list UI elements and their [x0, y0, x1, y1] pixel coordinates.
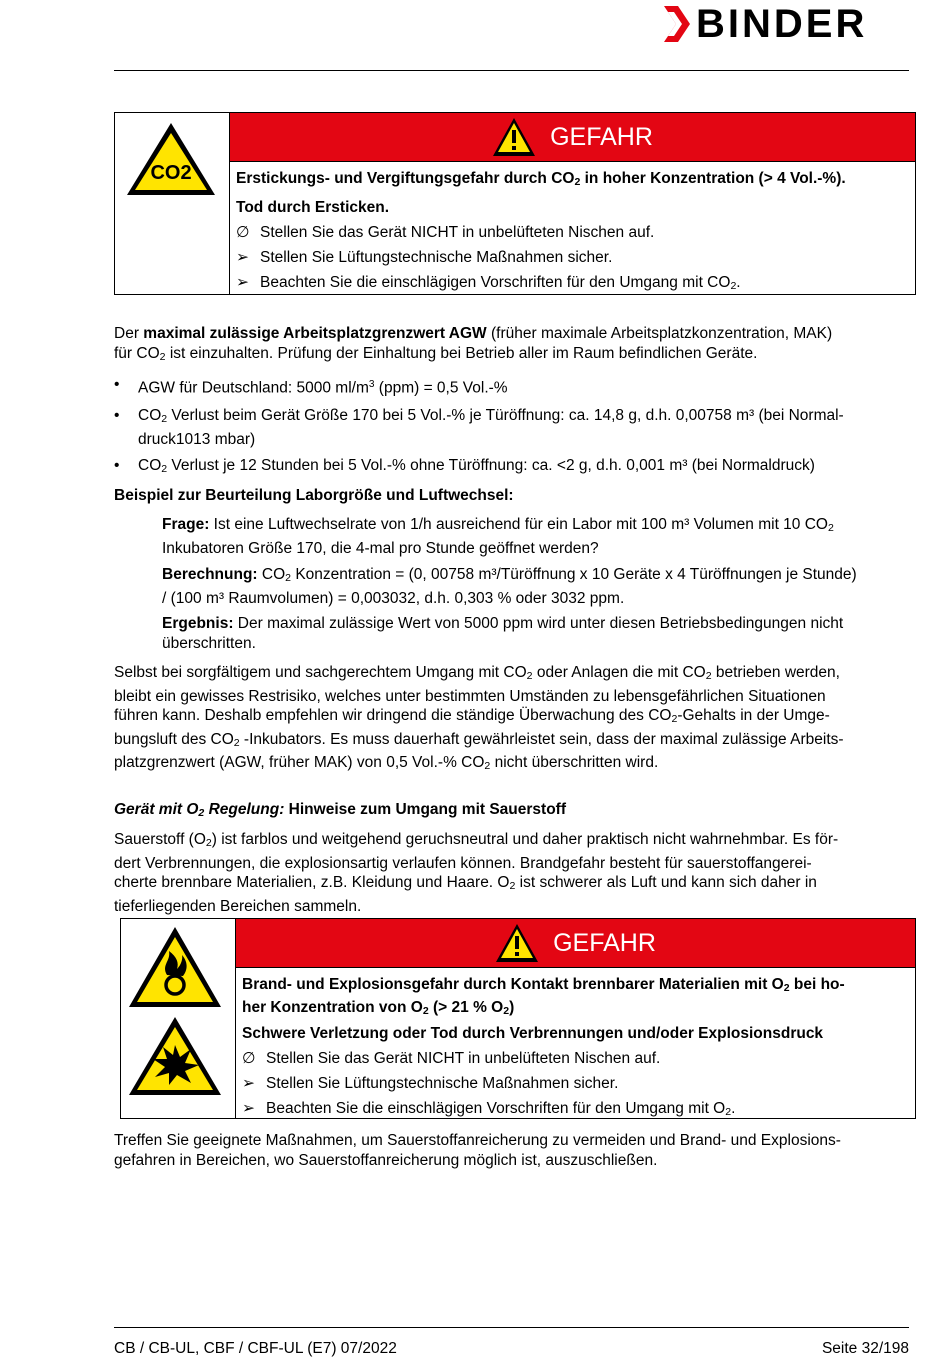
binder-logo-icon — [664, 6, 690, 42]
prohibited-icon: ∅ — [236, 224, 250, 242]
brand-name: BINDER — [696, 2, 868, 46]
example-question: Frage: Ist eine Luftwechselrate von 1/h ausreichend für ein Labor mit 100 m³ Volumen mit 10 $CO_2$ Inkubatoren Größe 170, die 4-mal pro Stunde geöffnet werden? — [162, 516, 834, 557]
measures-paragraph: Treffen Sie geeignete Maßnahmen, um Sauerstoffanreicherung zu vermeiden und Brand- und Explosions- gefahren in Bereichen, wo Sauerstoffanreicherung möglich ist, auszuschließen. — [114, 1132, 841, 1169]
arrow-icon: ➢ — [236, 274, 249, 292]
warning-box-co2 — [114, 112, 916, 295]
co2-warning-sign-icon — [123, 119, 219, 199]
o2-section-heading: Gerät mit $O_2$ Regelung: Hinweise zum Umgang mit Sauerstoff — [114, 801, 567, 820]
measure-item: ➢ Beachten Sie die einschlägigen Vorschriften für den Umgang mit $CO_2$. — [236, 270, 909, 299]
warning-body — [230, 161, 915, 294]
explosion-warning-sign-icon — [127, 1015, 223, 1097]
footer-document-id: CB / CB-UL, CBF / CBF-UL (E7) 07/2022 — [114, 1340, 397, 1357]
hazard-line-3: Schwere Verletzung oder Tod durch Verbrennungen und/oder Explosionsdruck — [242, 1025, 824, 1043]
hazard-line-1: Erstickungs- und Vergiftungsgefahr durch $CO_2$ in hoher Konzentration (> 4 Vol.-%). — [236, 170, 846, 189]
residual-risk-paragraph: Selbst bei sorgfältigem und sachgerechtem Umgang mit $CO_2$ oder Anlagen die mit $CO_2$ betrieben werden, bleibt ein gewisses Restrisiko, welches unter bestimmten Umständen zu lebensgefährlichen Situationen führen kann. Deshalb empfehlen wir dringend die ständige Überwachung des $CO_2$-Gehalts in der Umge- bungsluft des $CO_2$ -Inkubators. Es muss dauerhaft gewährleistet sein, dass der maximal zulässige Arbeits- platzgrenzwert (AGW, früher MAK) von 0,5 Vol.-% $CO_2$ nicht überschritten wird. — [114, 664, 844, 773]
warning-triangle-icon — [495, 923, 539, 963]
danger-header — [236, 919, 915, 967]
arrow-icon: ➢ — [236, 249, 249, 267]
measure-item: ➢ Stellen Sie Lüftungstechnische Maßnahmen sicher. — [236, 245, 909, 270]
prohibited-icon: ∅ — [242, 1050, 256, 1068]
danger-title: GEFAHR — [550, 122, 653, 151]
oxidizing-warning-sign-icon — [127, 925, 223, 1009]
warning-box-o2 — [120, 918, 916, 1119]
bullet-item: • $CO_2$ Verlust je 12 Stunden bei 5 Vol.-% ohne Türöffnung: ca. <2 g, d.h. 0,001 m³ (bei Normaldruck) — [114, 457, 815, 476]
hazard-line-2: Tod durch Ersticken. — [236, 199, 390, 217]
example-result: Ergebnis: Der maximal zulässige Wert von 5000 ppm wird unter diesen Betriebsbedingungen nicht überschritten. — [162, 615, 844, 652]
danger-title: GEFAHR — [553, 928, 656, 957]
bullet-item: • $CO_2$ Verlust beim Gerät Größe 170 bei 5 Vol.-% je Türöffnung: ca. 14,8 g, d.h. 0,00758 m³ (bei Normal- druck1013 mbar) — [114, 407, 844, 448]
warning-body — [236, 967, 915, 1118]
example-heading: Beispiel zur Beurteilung Laborgröße und Luftwechsel: — [114, 487, 514, 504]
warning-icon-column — [121, 919, 236, 1118]
danger-header — [230, 113, 915, 161]
example-calculation: Berechnung: $CO_2$ Konzentration = (0, 00758 m³/Türöffnung x 10 Geräte x 4 Türöffnungen je Stunde) / (100 m³ Raumvolumen) = 0,003032, d.h. 0,303 % oder 3032 ppm. — [162, 566, 857, 607]
bullet-item: • AGW für Deutschland: 5000 $ml/m^3$ (ppm) = 0,5 Vol.-% — [114, 376, 508, 397]
measure-item: ∅ Stellen Sie das Gerät NICHT in unbelüfteten Nischen auf. — [236, 220, 909, 245]
hazard-line-2: her Konzentration von $O_2$ (> 21 % $O_2$) — [242, 999, 515, 1018]
measure-item: ➢ Stellen Sie Lüftungstechnische Maßnahmen sicher. — [242, 1071, 909, 1096]
measure-item: ∅ Stellen Sie das Gerät NICHT in unbelüfteten Nischen auf. — [242, 1046, 909, 1071]
footer-page-number: Seite 32/198 — [821, 1340, 909, 1357]
header-rule — [114, 70, 909, 71]
arrow-icon: ➢ — [242, 1075, 255, 1093]
warning-icon-column — [115, 113, 230, 294]
agw-paragraph: Der maximal zulässige Arbeitsplatzgrenzwert AGW (früher maximale Arbeitsplatzkonzentration, MAK) für $CO_2$ ist einzuhalten. Prüfung der Einhaltung bei Betrieb aller im Raum befindlichen Geräte. — [114, 325, 833, 363]
arrow-icon: ➢ — [242, 1100, 255, 1118]
oxygen-paragraph: Sauerstoff $(O_2)$ ist farblos und weitgehend geruchsneutral und daher praktisch nicht wahrnehmbar. Es för- dert Verbrennungen, die explosionsartig verlaufen können. Brandgefahr besteht für sauerstoffangerei- cherte brennbare Materialien, z.B. Kleidung und Haare. $O_2$ ist schwerer als Luft und kann sich daher in tieferliegenden Bereichen sammeln. — [114, 831, 839, 915]
measure-item: ➢ Beachten Sie die einschlägigen Vorschriften für den Umgang mit $O_2$. — [242, 1096, 909, 1125]
footer-rule — [114, 1327, 909, 1328]
hazard-line-1: Brand- und Explosionsgefahr durch Kontakt brennbarer Materialien mit $O_2$ bei ho- — [242, 976, 845, 995]
warning-triangle-icon — [492, 117, 536, 157]
co2-sign-text: CO2 — [150, 162, 192, 184]
